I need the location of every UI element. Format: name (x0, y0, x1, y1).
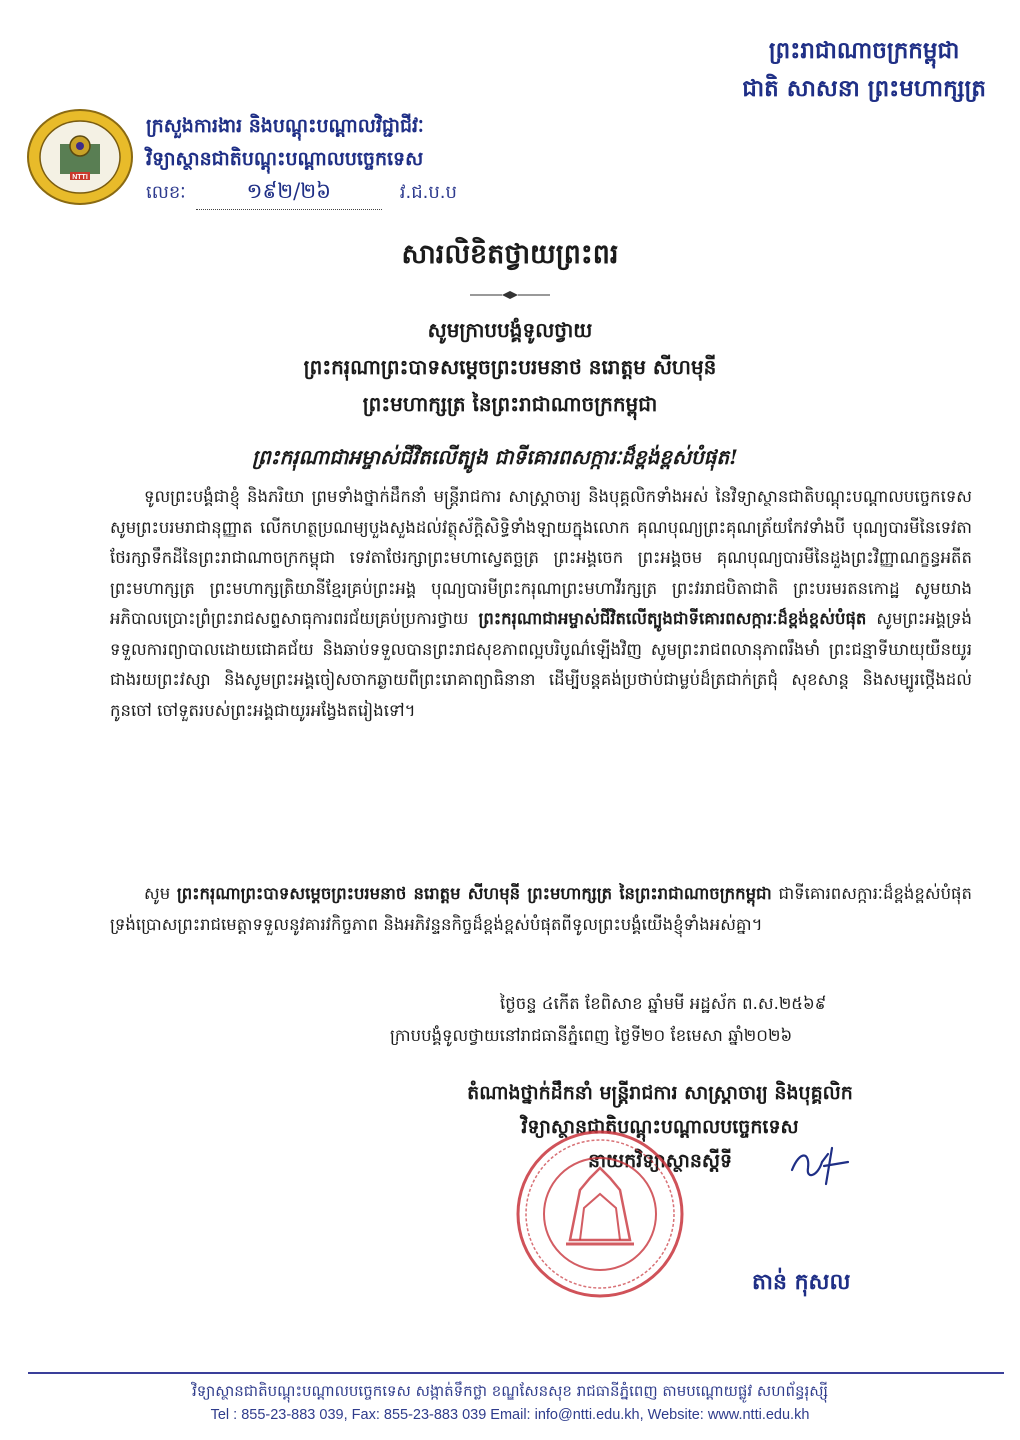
issuer-block (146, 110, 424, 176)
institute-name: វិទ្យាស្ថានជាតិបណ្តុះបណ្តាលបច្ចេកទេស (146, 148, 424, 170)
signer-line-1: តំណាងថ្នាក់ដឹកនាំ មន្ត្រីរាជការ សាស្ត្រាចារ្យ និងបុគ្គលិក (467, 1082, 853, 1104)
addressee-line-1: សូមក្រាបបង្គំទូលថ្វាយ (427, 318, 593, 342)
addressee-line-3: ព្រះមហាក្សត្រ នៃព្រះរាជាណាចក្រកម្ពុជា (362, 392, 658, 416)
body-text-2b: ជាទីគោរពសក្ការៈដ៏ខ្ពង់ខ្ពស់បំផុត ទ្រង់ប្រោសព្រះរាជមេត្តាទទួលនូវគារវកិច្ចភាព និងអភិវន្ទនកិច្ចដ៏ខ្ពង់ខ្ពស់បំផុតពីទូលព្រះបង្គំយើងខ្ញុំទាំងអស់គ្នា។ (110, 884, 972, 934)
signer-line-2: វិទ្យាស្ថានជាតិបណ្តុះបណ្តាលបច្ចេកទេស (521, 1116, 799, 1138)
reference-row (146, 178, 457, 210)
signer-block (0, 1076, 1020, 1178)
body-text-2a: សូម (144, 884, 171, 903)
date-block (390, 988, 826, 1052)
body-bold-2: ព្រះករុណាព្រះបាទសម្តេចព្រះបរមនាថ នរោត្តម សីហមុនី ព្រះមហាក្សត្រ នៃព្រះរាជាណាចក្រកម្ពុជា (176, 884, 772, 903)
reference-label: លេខៈ (146, 182, 186, 203)
ministry-name: ក្រសួងការងារ និងបណ្តុះបណ្តាលវិជ្ជាជីវៈ (146, 115, 424, 137)
salutation: ព្រះករុណាជាអម្ចាស់ជីវិតលើត្បូង ជាទីគោរពសក្ការៈដ៏ខ្ពង់ខ្ពស់បំផុត! (252, 445, 738, 469)
ntti-logo (26, 108, 134, 206)
body-bold-1: ព្រះករុណាជាអម្ចាស់ជីវិតលើត្បូងជាទីគោរពសក្ការៈដ៏ខ្ពង់ខ្ពស់បំផុត (478, 609, 867, 628)
body-text-1b: សូមព្រះអង្គទ្រង់ទទួលការព្យាបាលដោយជោគជ័យ និងឆាប់ទទួលបានព្រះរាជសុខភាពល្អបរិបូណ៌ឡើងវិញ សូមព្រះរាជពលានុភាពរឹងមាំ ព្រះជន្មាទីឃាយុយឺនយូរជាងរយព្រះវស្សា និងសូមព្រះអង្គចៀសចាកឆ្ងាយពីព្រះរោគាព្យាធិនានា ដើម្បីបន្តគង់ប្រថាប់ជាម្លប់ដ៏ត្រជាក់ត្រជុំ សុខសាន្ត និងសម្បូរថ្កើងដល់កូនចៅ ចៅទួតរបស់ព្រះអង្គជាយូរអង្វែងតរៀងទៅ។ (110, 609, 972, 720)
letterhead-footer (0, 1378, 1020, 1426)
solar-date: ក្រាបបង្គំទូលថ្វាយនៅរាជធានីភ្នំពេញ ថ្ងៃទី២០ ខែមេសា ឆ្នាំ២០២៦ (390, 1026, 793, 1045)
letter-title: សារលិខិតថ្វាយព្រះពរ (401, 239, 619, 270)
footer-contact: Tel : 855-23-883 039, Fax: 855-23-883 039 Email: info@ntti.edu.kh, Website: www.ntti.edu.kh (210, 1407, 810, 1423)
official-stamp (514, 1128, 686, 1300)
kingdom-header (742, 32, 986, 108)
logo-text: NTTI (72, 174, 88, 181)
body-paragraph-1 (110, 482, 972, 726)
body-paragraph-2 (110, 878, 972, 940)
reference-number: ១៩២/២៦ (196, 178, 382, 210)
signer-line-3: នាយកវិទ្យាស្ថានស្តីទី (587, 1150, 733, 1172)
title-divider (470, 290, 550, 300)
handwritten-signature (788, 1140, 858, 1190)
footer-divider (28, 1372, 1004, 1374)
body-text-1a: ទូលព្រះបង្គំជាខ្ញុំ និងភរិយា ព្រមទាំងថ្នាក់ដឹកនាំ មន្ត្រីរាជការ សាស្ត្រាចារ្យ និងបុគ្គលិកទាំងអស់ នៃវិទ្យាស្ថានជាតិបណ្តុះបណ្តាលបច្ចេកទេស សូមព្រះបរមរាជានុញ្ញាត លើកហត្ថប្រណម្យបួងសួងដល់វត្ថុស័ក្តិសិទ្ធិទាំងឡាយក្នុងលោក គុណបុណ្យព្រះគុណត្រ័យកែវទាំងបី បុណ្យបារមីនៃទេវតាថែរក្សាទឹកដីនៃព្រះរាជាណាចក្រកម្ពុជា ទេវតាថែរក្សាព្រះមហាស្វេតច្ឆត្រ ព្រះអង្គចេក ព្រះអង្គចម គុណបុណ្យបារមីនៃដួងព្រះវិញ្ញាណក្ខន្ធអតីតព្រះមហាក្សត្រ ព្រះមហាក្សត្រិយានីខ្មែរគ្រប់ព្រះអង្គ បុណ្យបារមីព្រះករុណាព្រះមហាវីរក្សត្រ ព្រះវររាជបិតាជាតិ ព្រះបរមរតនកោដ្ឋ សូមយាងអភិបាលប្រោះព្រំព្រះរាជសព្ទសាធុការពរជ័យគ្រប់ប្រការថ្វាយ (110, 487, 972, 628)
lunar-date: ថ្ងៃចន្ទ ៤កើត ខែពិសាខ ឆ្នាំមមី អដ្ឋស័ក ព.ស.២៥៦៩ (500, 994, 827, 1013)
national-motto: ជាតិ សាសនា ព្រះមហាក្សត្រ (742, 75, 986, 102)
addressee-block (0, 312, 1020, 423)
reference-suffix: វ.ជ.ប.ប (399, 182, 457, 203)
kingdom-title: ព្រះរាជាណាចក្រកម្ពុជា (768, 37, 960, 64)
signer-name: តាន់ កុសល (752, 1269, 851, 1295)
addressee-line-2: ព្រះករុណាព្រះបាទសម្តេចព្រះបរមនាថ នរោត្តម សីហមុនី (303, 355, 717, 379)
footer-address: វិទ្យាស្ថានជាតិបណ្តុះបណ្តាលបច្ចេកទេស សង្កាត់ទឹកថ្លា ខណ្ឌសែនសុខ រាជធានីភ្នំពេញ តាមបណ្តោយផ្លូវ សហព័ន្ធរុស្ស៊ី (191, 1382, 829, 1400)
